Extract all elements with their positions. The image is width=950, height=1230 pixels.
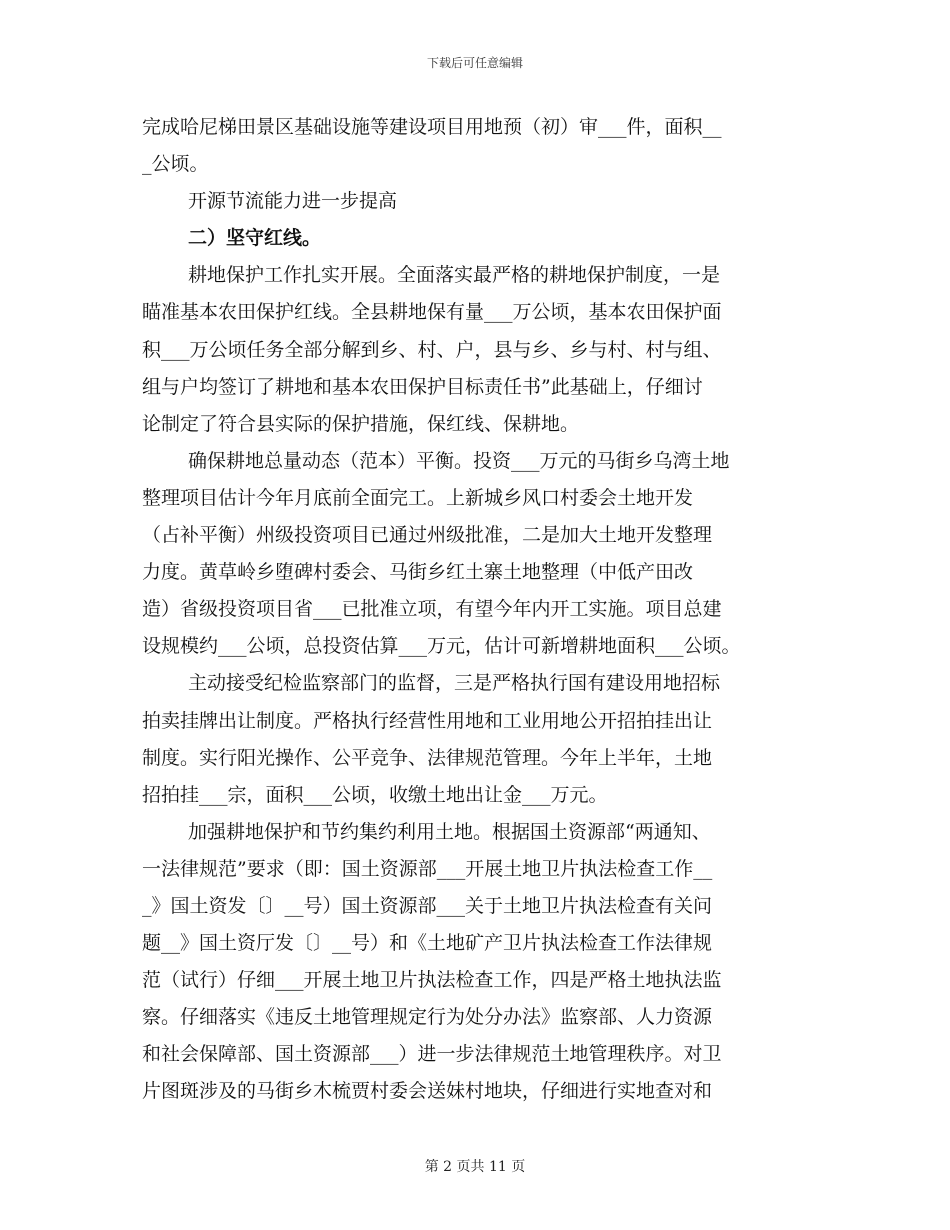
text-line-19: 招拍挂___宗，面积___公顷，收缴土地出让金___万元。 bbox=[142, 783, 608, 806]
text-line-17: 拍卖挂牌出让制度。严格执行经营性用地和工业用地公开招拍挂出让 bbox=[142, 709, 713, 732]
text-line-20: 加强耕地保护和节约集约利用土地。根据国土资源部“两通知、 bbox=[188, 820, 711, 843]
text-line-18: 制度。实行阳光操作、公平竞争、法律规范管理。今年上半年，土地 bbox=[142, 746, 713, 769]
text-line-22: _》国土资发〔〕__号）国土资源部___关于土地卫片执法检查有关问 bbox=[142, 894, 713, 917]
text-line-8: 组与户均签订了耕地和基本农田保护目标责任书”此基础上，仔细讨 bbox=[142, 375, 703, 398]
text-line-11: 整理项目估计今年月底前全面完工。上新城乡风口村委会土地开发 bbox=[142, 486, 694, 509]
document-body bbox=[142, 109, 822, 1111]
text-line-1: 完成哈尼梯田景区基础设施等建设项目用地预（初）审___件，面积__ bbox=[142, 116, 722, 138]
text-line-7: 积___万公顷任务全部分解到乡、村、户，县与乡、乡与村、村与组、 bbox=[142, 338, 722, 361]
text-line-21: 一法律规范”要求（即：国土资源部___开展土地卫片执法检查工作__ bbox=[142, 857, 713, 880]
text-line-6: 瞄准基本农田保护红线。全县耕地保有量___万公顷，基本农田保护面 bbox=[142, 301, 722, 324]
section-heading: 二）坚守红线。 bbox=[188, 227, 322, 250]
text-line-12: （占补平衡）州级投资项目已通过州级批准，二是加大土地开发整理 bbox=[142, 524, 713, 547]
page-header: 下载后可任意编辑 bbox=[426, 56, 523, 70]
text-line-5: 耕地保护工作扎实开展。全面落实最严格的耕地保护制度，一是 bbox=[188, 264, 721, 287]
text-line-24: 范（试行）仔细___开展土地卫片执法检查工作，四是严格土地执法监 bbox=[142, 969, 722, 992]
text-line-10: 确保耕地总量动态（范本）平衡。投资___万元的马街乡乌湾土地 bbox=[188, 449, 730, 472]
text-line-15: 设规模约___公顷，总投资估算___万元，估计可新增耕地面积___公顷。 bbox=[142, 635, 741, 658]
text-line-25: 察。仔细落实《违反土地管理规定行为处分办法》监察部、人力资源 bbox=[142, 1006, 713, 1029]
text-line-23: 题__》国土资厅发〔〕__号）和《土地矿产卫片执法检查工作法律规 bbox=[142, 932, 713, 955]
text-line-27: 片图斑涉及的马街乡木梳贾村委会送妹村地块，仔细进行实地查对和 bbox=[142, 1080, 713, 1103]
text-line-14: 造）省级投资项目省___已批准立项，有望今年内开工实施。项目总建 bbox=[142, 598, 722, 621]
page-footer: 第 2 页共 11 页 bbox=[424, 1159, 526, 1175]
text-line-26: 和社会保障部、国土资源部___）进一步法律规范土地管理秩序。对卫 bbox=[142, 1043, 722, 1066]
text-line-13: 力度。黄草岭乡堕碑村委会、马街乡红土寨土地整理（中低产田改 bbox=[142, 561, 694, 584]
text-line-16: 主动接受纪检监察部门的监督，三是严格执行国有建设用地招标 bbox=[188, 672, 721, 695]
text-line-9: 论制定了符合县实际的保护措施，保红线、保耕地。 bbox=[142, 412, 580, 435]
text-line-2: _公顷。 bbox=[142, 153, 209, 176]
text-line-3: 开源节流能力进一步提高 bbox=[188, 190, 398, 213]
